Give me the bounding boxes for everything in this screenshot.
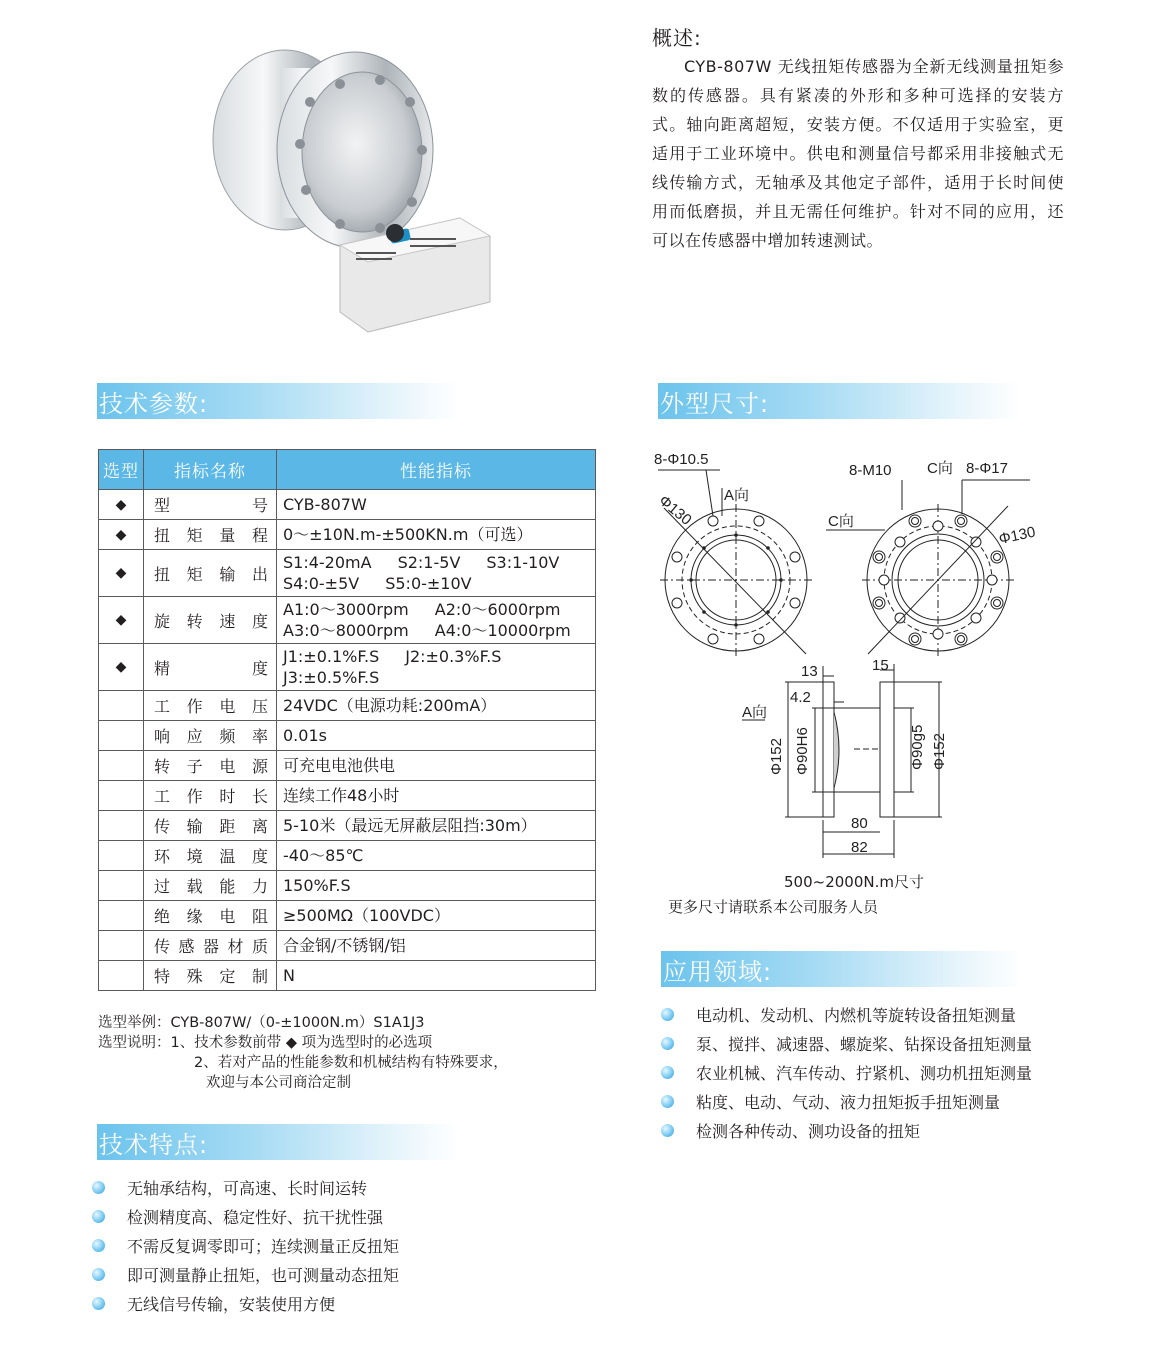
param-option: S2:1-5V bbox=[397, 553, 461, 572]
side-13-label: 13 bbox=[801, 663, 818, 680]
feature-item bbox=[92, 1260, 399, 1289]
param-name: 特 殊 定 制 bbox=[154, 967, 268, 986]
select-marker bbox=[99, 871, 144, 901]
param-name: 过 载 能 力 bbox=[154, 877, 268, 896]
side-direction-label: A向 bbox=[742, 704, 768, 721]
application-item-text: 泵、搅拌、减速器、螺旋桨、钻探设备扭矩测量 bbox=[696, 1035, 1033, 1054]
param-name: 传 感 器 材 质 bbox=[154, 937, 268, 956]
side-152a-label: Φ152 bbox=[768, 738, 785, 775]
applications-list bbox=[661, 1000, 1032, 1145]
dimension-caption: 500~2000N.m尺寸 bbox=[784, 873, 924, 891]
table-row bbox=[99, 901, 596, 931]
param-value-line bbox=[283, 552, 589, 573]
select-marker bbox=[99, 841, 144, 871]
select-marker: ◆ bbox=[99, 520, 144, 550]
application-item bbox=[661, 1087, 1032, 1116]
section-dims-title: 外型尺寸: bbox=[658, 383, 1020, 419]
application-item-text: 农业机械、汽车传动、拧紧机、测功机扭矩测量 bbox=[696, 1064, 1033, 1083]
feature-item-text: 不需反复调零即可；连续测量正反扭矩 bbox=[127, 1237, 400, 1256]
select-marker bbox=[99, 961, 144, 991]
feature-item-text: 即可测量静止扭矩，也可测量动态扭矩 bbox=[127, 1266, 400, 1285]
param-name: 扭 矩 量 程 bbox=[154, 526, 268, 545]
select-marker bbox=[99, 721, 144, 751]
side-80-label: 80 bbox=[851, 815, 868, 832]
param-name: 精 度 bbox=[154, 658, 268, 678]
application-item bbox=[661, 1000, 1032, 1029]
side-90h6-label: Φ90H6 bbox=[794, 727, 811, 775]
param-option: A4:0～10000rpm bbox=[434, 621, 571, 640]
bullet-icon bbox=[92, 1297, 105, 1310]
feature-item-text: 检测精度高、稳定性好、抗干扰性强 bbox=[127, 1208, 384, 1227]
overview-text: CYB-807W 无线扭矩传感器为全新无线测量扭矩参数的传感器。具有紧凑的外形和多种可选择的安装方式。轴向距离超短，安装方便。不仅适用于实验室，更适用于工业环境中。供电和测量信号都采用非接触式无线传输方式，无轴承及其他定子部件，适用于长时间使用而低磨损，并且无需任何维护。针对不同的应用，还可以在传感器中增加转速测试。 bbox=[652, 57, 1064, 250]
param-name: 环 境 温 度 bbox=[154, 847, 268, 866]
front-flange-face bbox=[302, 72, 422, 232]
feature-item-text: 无线信号传输，安装使用方便 bbox=[127, 1295, 336, 1314]
table-row bbox=[99, 811, 596, 841]
param-value: 5-10米（最远无屏蔽层阻挡:30m） bbox=[283, 816, 537, 835]
param-value-line bbox=[283, 599, 589, 620]
bullet-icon bbox=[661, 1095, 674, 1108]
section-applications-title: 应用领域: bbox=[661, 951, 1023, 987]
c-view-pcd-label: Φ130 bbox=[997, 523, 1038, 548]
c-view-holes-label: 8-Φ17 bbox=[966, 460, 1008, 477]
select-marker: ◆ bbox=[99, 597, 144, 644]
feature-item bbox=[92, 1289, 399, 1318]
param-option: S1:4-20mA bbox=[283, 553, 372, 572]
overview-title: 概述: bbox=[652, 26, 702, 50]
param-name: 旋 转 速 度 bbox=[154, 611, 268, 631]
receiver-antenna-icon bbox=[386, 224, 404, 242]
application-item bbox=[661, 1116, 1032, 1145]
table-row bbox=[99, 781, 596, 811]
header-name: 指标名称 bbox=[144, 450, 277, 490]
param-value: N bbox=[283, 966, 295, 985]
table-header-row bbox=[99, 450, 596, 490]
param-value: 0～±10N.m-±500KN.m（可选） bbox=[283, 525, 533, 544]
param-option: J3:±0.5%F.S bbox=[283, 668, 380, 687]
table-row bbox=[99, 490, 596, 520]
side-152b-label: Φ152 bbox=[931, 733, 948, 770]
param-value: 24VDC（电源功耗:200mA） bbox=[283, 696, 497, 715]
param-value: 连续工作48小时 bbox=[283, 786, 400, 805]
bullet-icon bbox=[92, 1239, 105, 1252]
param-name: 转 子 电 源 bbox=[154, 757, 268, 776]
table-row bbox=[99, 721, 596, 751]
feature-item bbox=[92, 1173, 399, 1202]
select-marker bbox=[99, 901, 144, 931]
select-marker: ◆ bbox=[99, 550, 144, 597]
dimension-note: 更多尺寸请联系本公司服务人员 bbox=[668, 898, 879, 916]
bullet-icon bbox=[92, 1210, 105, 1223]
param-option: S5:0-±10V bbox=[385, 574, 472, 593]
application-item-text: 粘度、电动、气动、液力扭矩扳手扭矩测量 bbox=[696, 1093, 1001, 1112]
spec-table bbox=[98, 449, 596, 991]
section-features-title: 技术特点: bbox=[97, 1124, 459, 1160]
table-row bbox=[99, 871, 596, 901]
a-view-pcd-label: Φ130 bbox=[655, 492, 695, 529]
application-item bbox=[661, 1058, 1032, 1087]
param-value: CYB-807W bbox=[283, 495, 367, 514]
param-value-line bbox=[283, 646, 589, 667]
select-marker bbox=[99, 691, 144, 721]
select-marker: ◆ bbox=[99, 644, 144, 691]
bullet-icon bbox=[92, 1181, 105, 1194]
application-item bbox=[661, 1029, 1032, 1058]
table-row bbox=[99, 931, 596, 961]
param-value: 0.01s bbox=[283, 726, 327, 745]
param-name: 工 作 时 长 bbox=[154, 787, 268, 806]
param-option: S3:1-10V bbox=[486, 553, 560, 572]
param-value: 150%F.S bbox=[283, 876, 351, 895]
param-option: A3:0～8000rpm bbox=[283, 621, 409, 640]
select-marker bbox=[99, 931, 144, 961]
table-row bbox=[99, 520, 596, 550]
select-marker bbox=[99, 751, 144, 781]
param-name: 工 作 电 压 bbox=[154, 697, 268, 716]
bullet-icon bbox=[661, 1008, 674, 1021]
param-value-line bbox=[283, 573, 589, 594]
dimension-drawings bbox=[640, 440, 1100, 880]
selection-explain-3: 欢迎与本公司商洽定制 bbox=[206, 1075, 351, 1091]
product-image bbox=[190, 40, 510, 340]
param-value: 合金钢/不锈钢/铝 bbox=[283, 936, 406, 955]
param-name: 绝 缘 电 阻 bbox=[154, 907, 268, 926]
table-row bbox=[99, 550, 596, 597]
param-value-line bbox=[283, 667, 589, 688]
section-params-title: 技术参数: bbox=[97, 383, 459, 419]
feature-item-text: 无轴承结构，可高速、长时间运转 bbox=[127, 1179, 368, 1198]
side-4-2-label: 4.2 bbox=[790, 689, 811, 706]
selection-example: 选型举例：CYB-807W/（0-±1000N.m）S1A1J3 bbox=[98, 1015, 425, 1031]
param-option: A1:0～3000rpm bbox=[283, 600, 409, 619]
select-marker bbox=[99, 811, 144, 841]
feature-item bbox=[92, 1202, 399, 1231]
a-view-holes-label: 8-Φ10.5 bbox=[654, 451, 709, 468]
a-view-direction-label: A向 bbox=[724, 487, 750, 504]
param-name: 型 号 bbox=[154, 496, 268, 515]
features-list bbox=[92, 1173, 399, 1318]
table-row bbox=[99, 597, 596, 644]
bullet-icon bbox=[92, 1268, 105, 1281]
param-option: A2:0～6000rpm bbox=[434, 600, 561, 619]
selection-notes bbox=[98, 1013, 508, 1093]
bullet-icon bbox=[661, 1124, 674, 1137]
bullet-icon bbox=[661, 1037, 674, 1050]
c-view-direction-left-label: C向 bbox=[828, 513, 854, 530]
application-item-text: 检测各种传动、测功设备的扭矩 bbox=[696, 1122, 921, 1141]
header-select: 选型 bbox=[99, 450, 144, 490]
param-name: 扭 矩 输 出 bbox=[154, 564, 268, 584]
header-value: 性能指标 bbox=[277, 450, 596, 490]
param-value: -40～85℃ bbox=[283, 846, 364, 865]
table-row bbox=[99, 961, 596, 991]
selection-explain-2: 2、若对产品的性能参数和机械结构有特殊要求， bbox=[194, 1055, 508, 1071]
feature-item bbox=[92, 1231, 399, 1260]
c-view-drawing bbox=[826, 480, 1030, 656]
table-row bbox=[99, 691, 596, 721]
param-name: 传 输 距 离 bbox=[154, 817, 268, 836]
c-view-thread-label: 8-M10 bbox=[849, 462, 892, 479]
param-value: ≥500MΩ（100VDC） bbox=[283, 906, 450, 925]
param-option: S4:0-±5V bbox=[283, 574, 360, 593]
selection-explain: 选型说明：1、技术参数前带 ◆ 项为选型时的必选项 bbox=[98, 1035, 433, 1051]
application-item-text: 电动机、发动机、内燃机等旋转设备扭矩测量 bbox=[696, 1006, 1017, 1025]
param-value-line bbox=[283, 620, 589, 641]
side-90g5-label: Φ90g5 bbox=[909, 724, 926, 770]
spec-table-body bbox=[99, 490, 596, 991]
c-view-direction-top-label: C向 bbox=[927, 460, 953, 477]
bullet-icon bbox=[661, 1066, 674, 1079]
select-marker: ◆ bbox=[99, 490, 144, 520]
table-row bbox=[99, 751, 596, 781]
side-82-label: 82 bbox=[851, 839, 868, 856]
param-value: 可充电电池供电 bbox=[283, 756, 396, 775]
table-row bbox=[99, 841, 596, 871]
param-option: J1:±0.1%F.S bbox=[283, 647, 380, 666]
table-row bbox=[99, 644, 596, 691]
param-name: 响 应 频 率 bbox=[154, 727, 268, 746]
select-marker bbox=[99, 781, 144, 811]
param-option: J2:±0.3%F.S bbox=[405, 647, 502, 666]
side-15-label: 15 bbox=[872, 657, 889, 674]
